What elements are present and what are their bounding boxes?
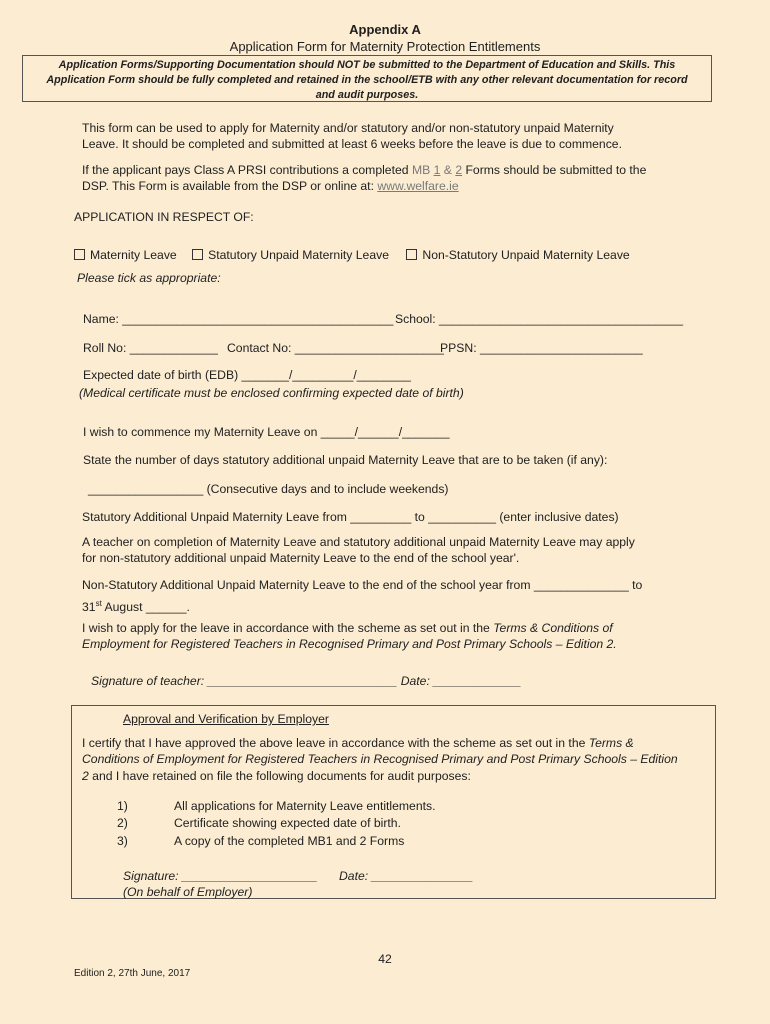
teacher-note-line: A teacher on completion of Maternity Leave and statutory additional unpaid Maternity Leave may apply: [82, 535, 635, 549]
appendix-label: Appendix A: [349, 22, 421, 37]
welfare-link[interactable]: www.welfare.ie: [377, 179, 459, 193]
list-item: [117, 799, 128, 813]
intro-line: This form can be used to apply for Maternity and/or statutory and/or non-statutory unpaid Maternity: [82, 121, 614, 135]
ordinal-suffix: st: [95, 599, 102, 608]
list-item: [117, 834, 128, 848]
approval-text: and I have retained on file the following documents for audit purposes:: [88, 769, 471, 783]
mb2-link[interactable]: 2: [455, 163, 463, 177]
roll-no-field[interactable]: Roll No: _____________: [83, 341, 218, 355]
name-field[interactable]: Name: ________________________________________: [83, 312, 394, 326]
option-statutory[interactable]: [192, 248, 389, 262]
terms-text: Terms &: [588, 736, 634, 750]
list-number: 1): [117, 799, 128, 813]
option-label: Non-Statutory Unpaid Maternity Leave: [422, 248, 630, 262]
tick-note: Please tick as appropriate:: [77, 271, 221, 285]
page-title: Application Form for Maternity Protection Entitlements: [229, 39, 541, 54]
days-question: State the number of days statutory additional unpaid Maternity Leave that are to be taken (if any):: [83, 453, 608, 467]
approval-line: [82, 769, 471, 783]
august-field[interactable]: [82, 599, 190, 614]
edition-footer: Edition 2, 27th June, 2017: [74, 968, 191, 979]
mb1-link[interactable]: 1: [433, 163, 441, 177]
wish-line: [82, 621, 613, 635]
list-item-text: Certificate showing expected date of birth.: [174, 816, 401, 830]
notice-line: and audit purposes.: [315, 89, 419, 101]
option-label: Maternity Leave: [90, 248, 177, 262]
notice-line: Application Form should be fully completed and retained in the school/ETB with any other relevant documentation for record: [46, 74, 688, 86]
contact-no-field[interactable]: Contact No: ______________________: [227, 341, 444, 355]
intro-text: DSP. This Form is available from the DSP or online at:: [82, 179, 374, 193]
intro-dsp-line: [82, 179, 459, 193]
list-number: 3): [117, 834, 128, 848]
notice-line: Application Forms/Supporting Documentation should NOT be submitted to the Department of Education and Skills. This: [58, 59, 676, 71]
application-heading: APPLICATION IN RESPECT OF:: [74, 210, 254, 224]
august-text: August ______.: [101, 600, 190, 615]
approval-title: Approval and Verification by Employer: [123, 712, 329, 726]
option-non-statutory[interactable]: [406, 248, 629, 262]
intro-text: Forms should be submitted to the: [465, 163, 647, 177]
list-item-text: All applications for Maternity Leave entitlements.: [174, 799, 436, 813]
intro-prsi-line: [82, 163, 646, 177]
intro-text: If the applicant pays Class A PRSI contributions a completed: [82, 163, 409, 177]
statutory-dates-field[interactable]: Statutory Additional Unpaid Maternity Leave from _________ to __________ (enter inclusive dates): [82, 510, 619, 524]
checkbox-icon[interactable]: [74, 249, 85, 260]
commence-date-field[interactable]: I wish to commence my Maternity Leave on _____/______/_______: [83, 425, 450, 439]
non-statutory-dates-field[interactable]: Non-Statutory Additional Unpaid Maternity Leave to the end of the school year from ______________ to: [82, 578, 643, 592]
approval-line: Conditions of Employment for Registered Teachers in Recognised Primary and Post Primary Schools – Edition: [82, 752, 678, 766]
approval-text: I certify that I have approved the above leave in accordance with the scheme as set out in the: [82, 736, 589, 750]
checkbox-icon[interactable]: [192, 249, 203, 260]
school-field[interactable]: School: ____________________________________: [395, 312, 684, 326]
approval-box: [71, 705, 716, 899]
checkbox-icon[interactable]: [406, 249, 417, 260]
edition-text: 2: [82, 769, 89, 783]
option-label: Statutory Unpaid Maternity Leave: [208, 248, 389, 262]
employer-signature-field[interactable]: Signature: ____________________: [123, 869, 318, 883]
mb-text: MB: [411, 163, 431, 177]
list-number: 2): [117, 816, 128, 830]
option-maternity[interactable]: [74, 248, 177, 262]
terms-text: Terms & Conditions of: [493, 621, 613, 635]
day-text: 31: [82, 600, 96, 615]
wish-line-terms: Employment for Registered Teachers in Recognised Primary and Post Primary Schools – Edition 2.: [82, 637, 617, 651]
leave-options: [74, 248, 630, 262]
teacher-signature-field[interactable]: Signature of teacher: ____________________________ Date: _____________: [91, 674, 522, 688]
behalf-note: (On behalf of Employer): [123, 885, 253, 899]
list-item: [117, 816, 128, 830]
teacher-note-line: for non-statutory additional unpaid Maternity Leave to the end of the school year'.: [82, 551, 520, 565]
intro-line: Leave. It should be completed and submitted at least 6 weeks before the leave is due to commence.: [82, 137, 622, 151]
employer-date-field[interactable]: Date: _______________: [339, 869, 474, 883]
list-item-text: A copy of the completed MB1 and 2 Forms: [174, 834, 405, 848]
days-field[interactable]: _________________ (Consecutive days and to include weekends): [88, 482, 449, 496]
wish-text: I wish to apply for the leave in accordance with the scheme as set out in the: [82, 621, 494, 635]
notice-box: [22, 55, 712, 102]
page-number: 42: [378, 952, 392, 966]
approval-line: [82, 736, 712, 750]
amp-text: &: [443, 163, 452, 177]
edb-field[interactable]: Expected date of birth (EDB) _______/_________/________: [83, 368, 411, 382]
ppsn-field[interactable]: PPSN: ________________________: [440, 341, 643, 355]
medical-note: (Medical certificate must be enclosed confirming expected date of birth): [79, 386, 464, 400]
